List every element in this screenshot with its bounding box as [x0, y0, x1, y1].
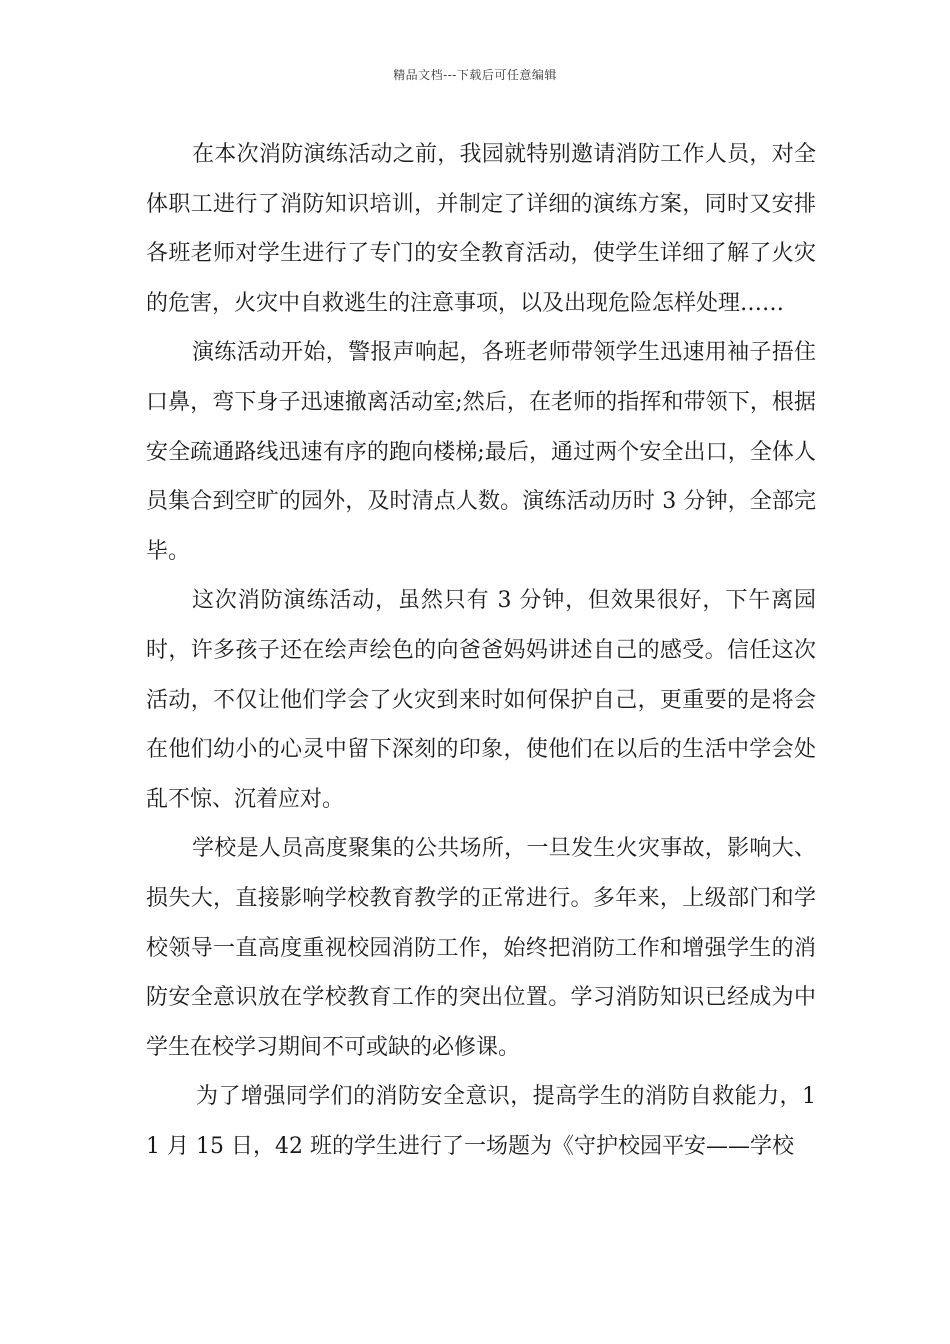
paragraph-4: 学校是人员高度聚集的公共场所，一旦发生火灾事故，影响大、损失大，直接影响学校教育教学的正常进行。多年来，上级部门和学校领导一直高度重视校园消防工作，始终把消防工作和增强学生的消防安全意识放在学校教育工作的突出位置。学习消防知识已经成为中学生在校学习期间不可或缺的必修课。: [146, 836, 816, 1060]
document-body: [146, 130, 816, 1171]
paragraph-1: 在本次消防演练活动之前，我园就特别邀请消防工作人员，对全体职工进行了消防知识培训，并制定了详细的演练方案，同时又安排各班老师对学生进行了专门的安全教育活动，使学生详细了解了火灾的危害，火灾中自救逃生的注意事项，以及出现危险怎样处理……: [146, 142, 816, 316]
paragraph-5: 为了增强同学们的消防安全意识，提高学生的消防自救能力，11 月 15 日，42 班的学生进行了一场题为《守护校园平安——学校: [146, 1084, 816, 1159]
page-header: 精品文档---下载后可任意编辑: [393, 68, 557, 82]
paragraph-3: 这次消防演练活动，虽然只有 3 分钟，但效果很好，下午离园时，许多孩子还在绘声绘色的向爸爸妈妈讲述自己的感受。信任这次活动，不仅让他们学会了火灾到来时如何保护自己，更重要的是将会在他们幼小的心灵中留下深刻的印象，使他们在以后的生活中学会处乱不惊、沉着应对。: [146, 588, 816, 812]
paragraph-2: 演练活动开始，警报声响起，各班老师带领学生迅速用袖子捂住口鼻，弯下身子迅速撤离活动室;然后，在老师的指挥和带领下，根据安全疏通路线迅速有序的跑向楼梯;最后，通过两个安全出口，全体人员集合到空旷的园外，及时清点人数。演练活动历时 3 分钟，全部完毕。: [146, 340, 816, 564]
